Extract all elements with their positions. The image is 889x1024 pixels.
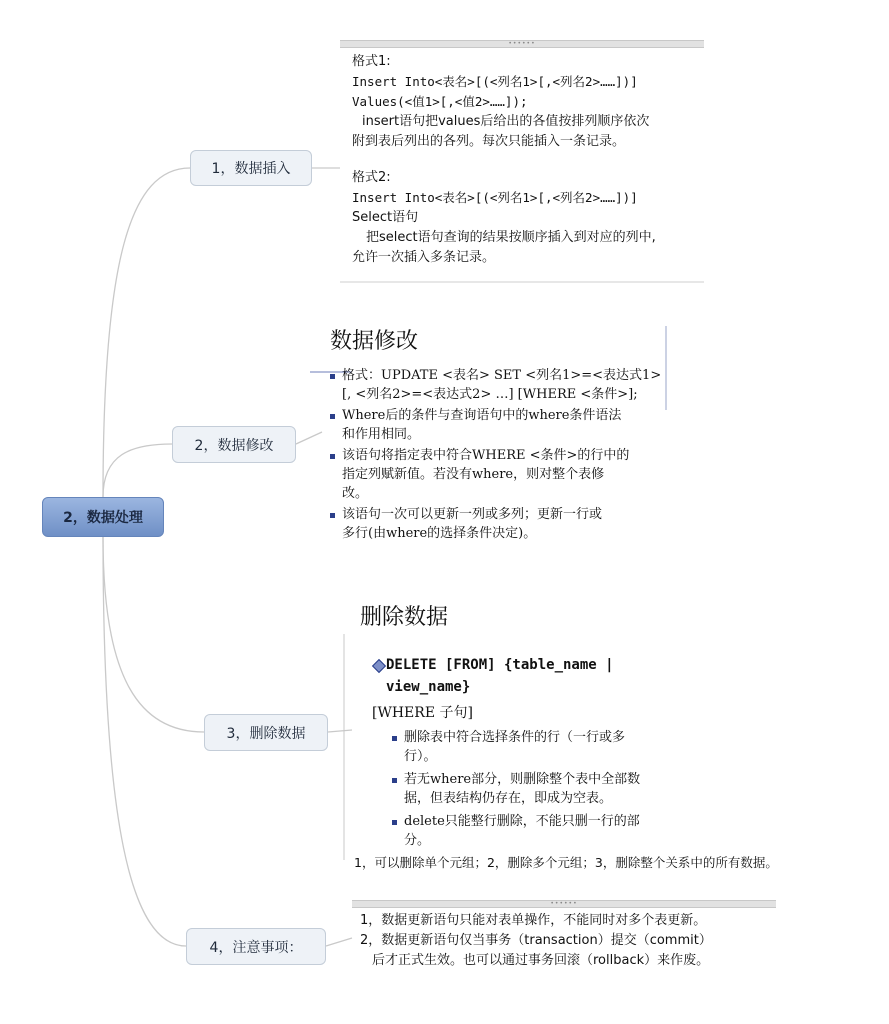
bullet-icon — [330, 414, 335, 419]
caution-note — [360, 911, 780, 971]
format1-desc1: insert语句把values后给出的各值按排列顺序依次 — [362, 114, 650, 129]
update-bullets — [330, 366, 670, 543]
bullet-icon — [330, 513, 335, 518]
delete-bullets — [392, 728, 692, 850]
delete-b2-l2: 据，但表结构仍存在，即成为空表。 — [404, 791, 613, 806]
branch-label: 2，数据修改 — [194, 437, 274, 454]
delete-b1-l1: 删除表中符合选择条件的行（一行或多 — [404, 730, 626, 745]
link-root-caution — [103, 537, 186, 946]
format1-line1: Insert Into<表名>[(<列名1>[,<列名2>……])] — [352, 74, 638, 89]
bullet-icon — [392, 778, 397, 783]
bullet-icon — [392, 736, 397, 741]
caution-line3: 后才正式生效。也可以通过事务回滚（rollback）来作废。 — [372, 953, 710, 968]
bullet-icon — [392, 820, 397, 825]
update-note — [330, 326, 418, 358]
update-b3-l1: 该语句将指定表中符合WHERE <条件>的行中的 — [342, 448, 630, 463]
delete-b1-l2: 行）。 — [404, 749, 437, 764]
delete-syntax — [372, 654, 672, 698]
branch-label: 1，数据插入 — [211, 161, 291, 177]
link-update-note — [296, 432, 322, 444]
format1-desc2: 附到表后列出的各列。每次只能插入一条记录。 — [352, 134, 626, 149]
root-node[interactable] — [42, 497, 164, 537]
update-bullet-2 — [330, 406, 670, 444]
update-b2-l1: Where后的条件与查询语句中的where条件语法 — [342, 408, 622, 423]
update-b4-l1: 该语句一次可以更新一列或多列；更新一行或 — [342, 507, 603, 522]
insert-note — [352, 52, 702, 268]
update-b1-l2: [, <列名2>=<表达式2> …] [WHERE <条件>]; — [342, 387, 638, 402]
branch-node-caution[interactable] — [186, 928, 326, 965]
delete-b2-l1: 若无where部分，则删除整个表中全部数 — [404, 772, 641, 787]
delete-syntax-l2: view_name} — [386, 679, 471, 695]
format2-line2: Select语句 — [352, 210, 419, 225]
branch-label: 3，删除数据 — [226, 725, 306, 742]
delete-b3-l2: 分。 — [404, 833, 431, 848]
branch-node-delete[interactable] — [204, 714, 328, 751]
format2-title: 格式2: — [352, 170, 391, 185]
format1-line2: Values(<值1>[,<值2>……]); — [352, 94, 528, 109]
update-bullet-1 — [330, 366, 670, 404]
delete-bullet-3 — [392, 812, 692, 850]
format2-line1: Insert Into<表名>[(<列名1>[,<列名2>……])] — [352, 190, 638, 205]
branch-label: 4，注意事项： — [209, 939, 303, 956]
delete-title: 删除数据 — [360, 605, 449, 630]
branch-node-insert[interactable] — [190, 150, 312, 186]
bullet-icon — [330, 374, 335, 379]
update-b2-l2: 和作用相同。 — [342, 427, 421, 442]
bullet-icon — [330, 454, 335, 459]
update-bullet-3 — [330, 446, 670, 503]
link-root-delete — [103, 537, 204, 732]
caution-line1: 1，数据更新语句只能对表单操作，不能同时对多个表更新。 — [360, 913, 707, 928]
caution-note-handle[interactable]: •••••• — [352, 900, 776, 908]
update-b4-l2: 多行(由where的选择条件决定)。 — [342, 526, 537, 541]
caution-line2: 2，数据更新语句仅当事务（transaction）提交（commit） — [360, 933, 712, 948]
link-caution-note — [326, 938, 352, 946]
format1-title: 格式1: — [352, 54, 391, 69]
delete-bullet-1 — [392, 728, 692, 766]
root-label: 2，数据处理 — [63, 510, 143, 526]
link-root-update — [103, 444, 172, 497]
delete-b3-l1: delete只能整行删除，不能只删一行的部 — [404, 814, 640, 829]
update-bullet-4 — [330, 505, 670, 543]
delete-bullet-2 — [392, 770, 692, 808]
format2-desc1: 把select语句查询的结果按顺序插入到对应的列中, — [366, 230, 656, 245]
update-b3-l3: 改。 — [342, 486, 369, 501]
link-delete-note — [328, 730, 352, 732]
delete-syntax-l1: DELETE [FROM] {table_name | — [386, 657, 614, 673]
insert-note-handle[interactable]: •••••• — [340, 40, 704, 48]
format2-desc2: 允许一次插入多条记录。 — [352, 250, 496, 265]
update-title: 数据修改 — [330, 329, 419, 354]
update-b1-l1: 格式：UPDATE <表名> SET <列名1>=<表达式1> — [342, 368, 662, 383]
branch-node-update[interactable] — [172, 426, 296, 463]
delete-summary: 1，可以删除单个元组；2，删除多个元组；3，删除整个关系中的所有数据。 — [354, 855, 778, 870]
delete-where-clause: [WHERE 子句] — [372, 705, 473, 721]
update-b3-l2: 指定列赋新值。若没有where，则对整个表修 — [342, 467, 605, 482]
